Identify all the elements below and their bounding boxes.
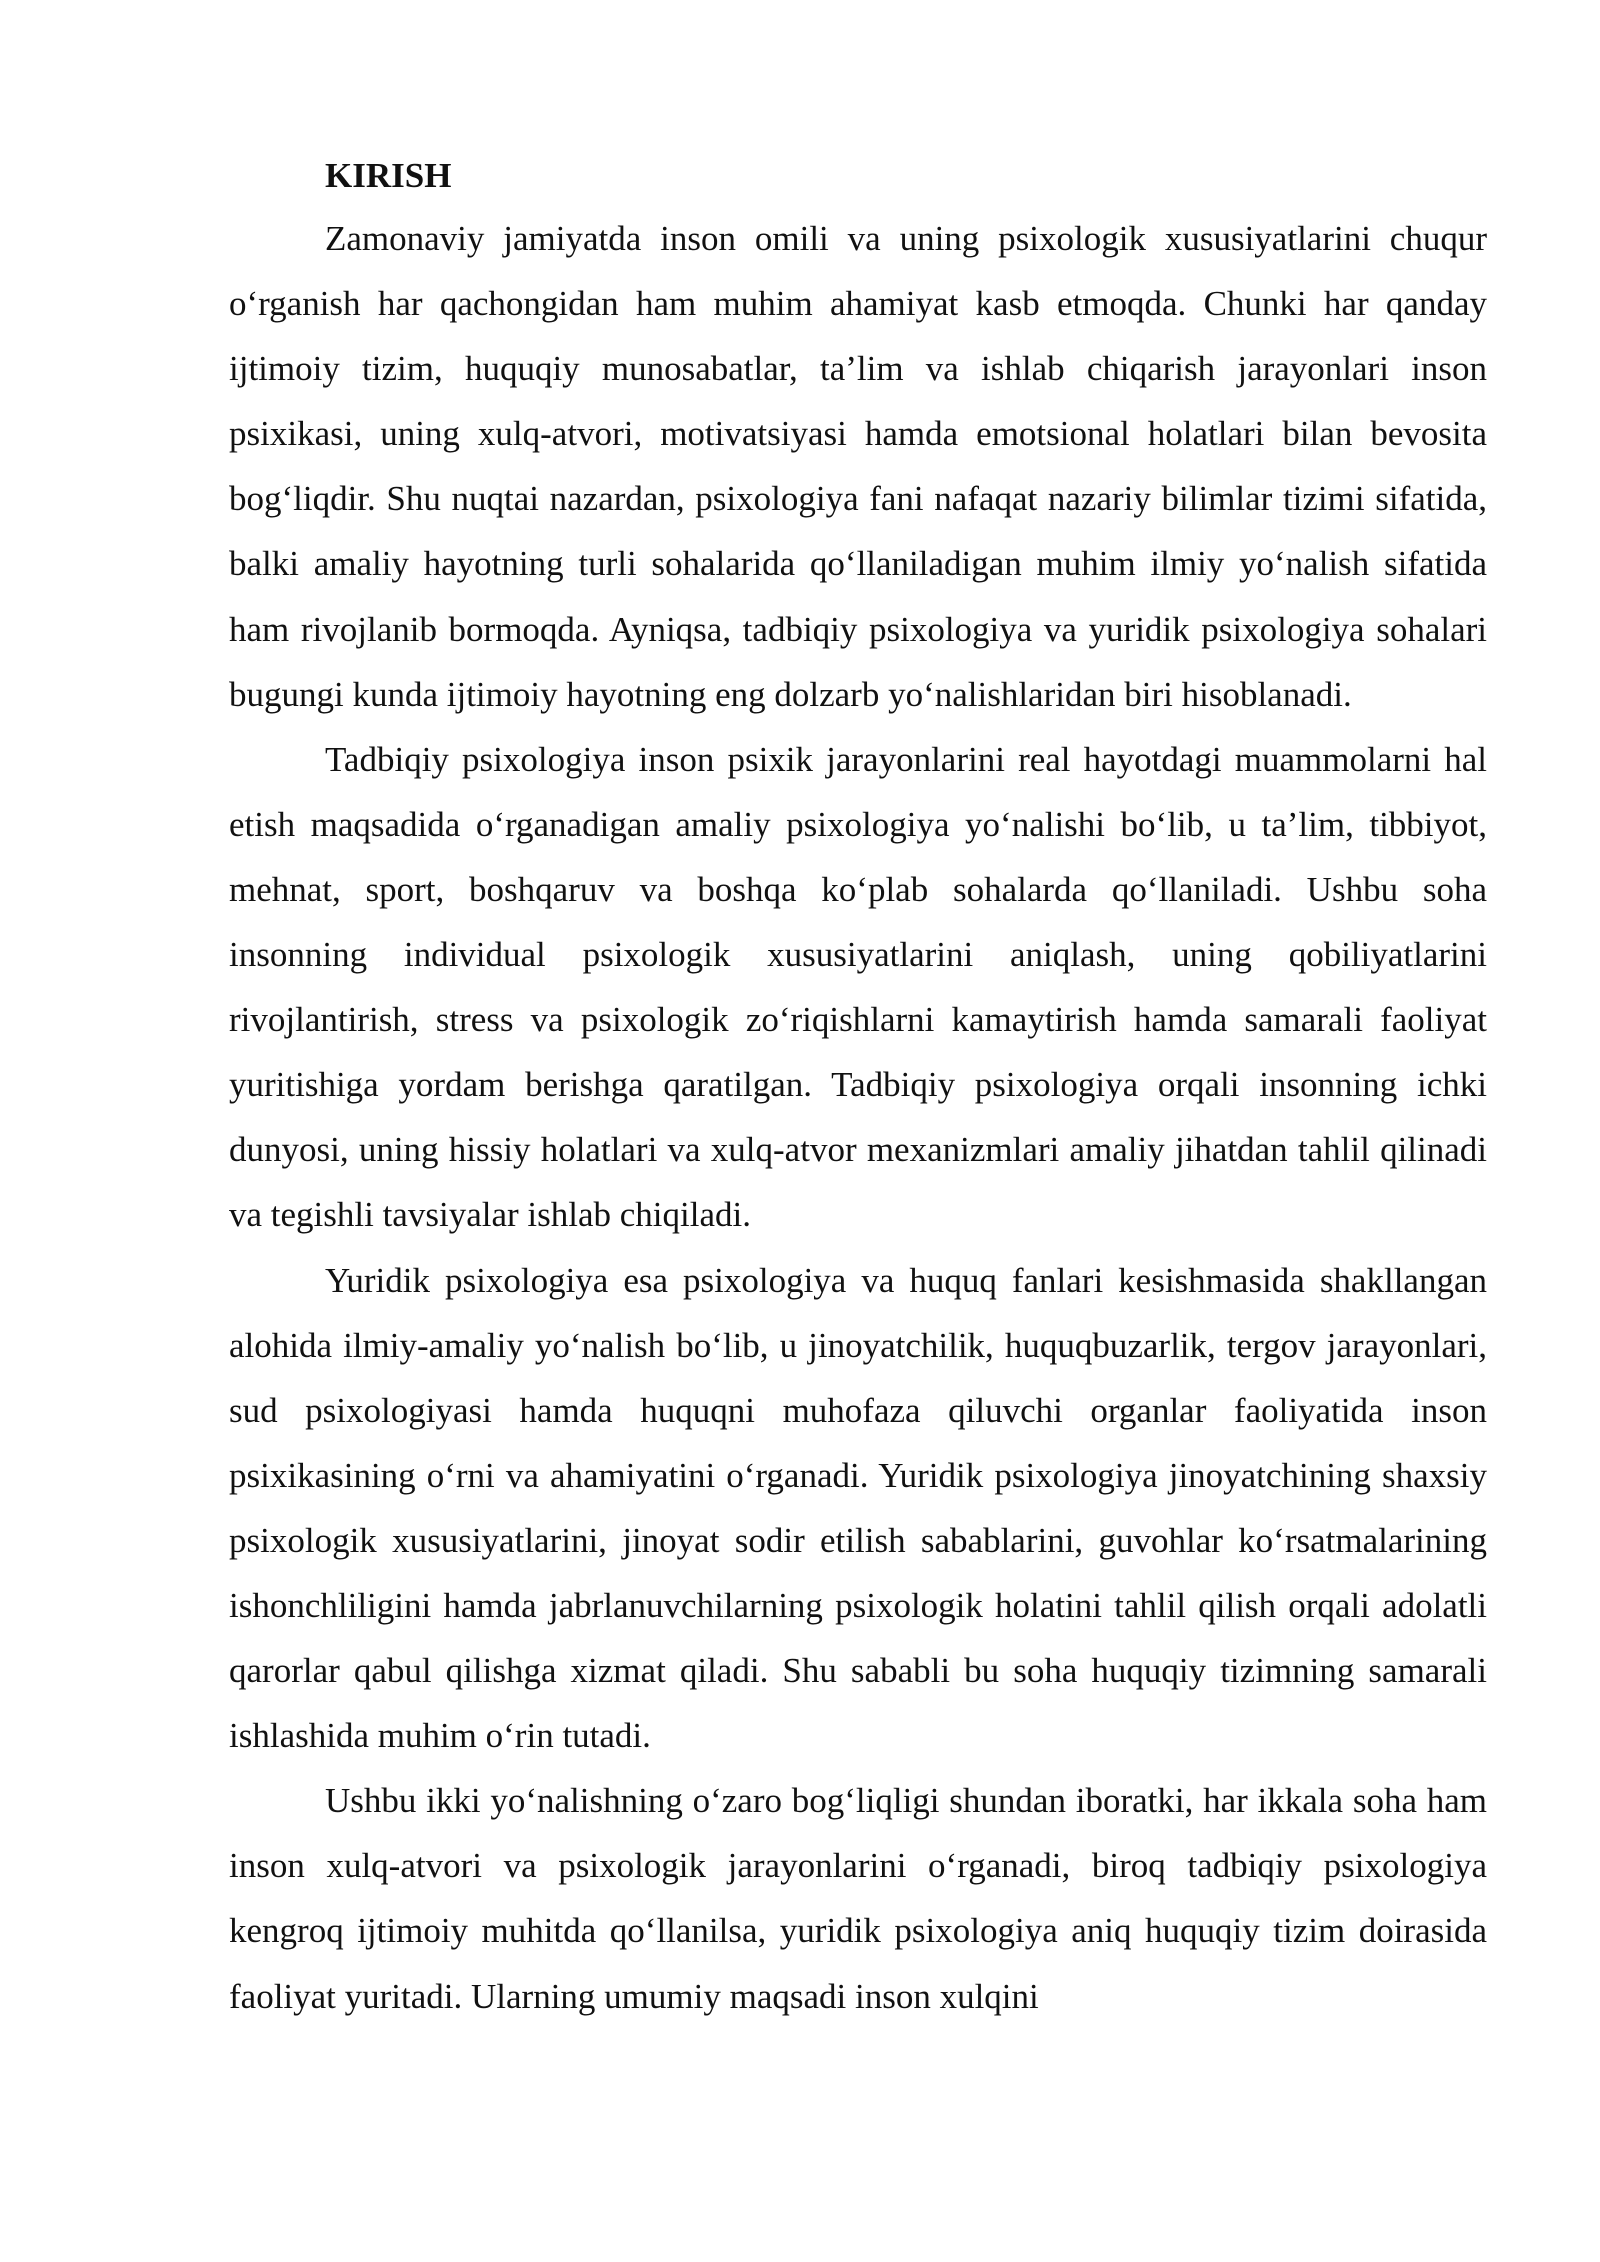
document-body [229,146,1487,2029]
paragraph-relationship: Ushbu ikki yo‘nalishning o‘zaro bog‘liqligi shundan iboratki, har ikkala soha ham inson xulq-atvori va psixologik jarayonlarini o‘rganadi, biroq tadbiqiy psixologiya kengroq ijtimoiy muhitda qo‘llanilsa, yuridik psixologiya aniq huquqiy tizim doirasida faoliyat yuritadi. Ularning umumiy maqsadi inson xulqini [229,1781,1487,2016]
paragraph-legal-psychology: Yuridik psixologiya esa psixologiya va huquq fanlari kesishmasida shakllangan alohida ilmiy-amaliy yo‘nalish bo‘lib, u jinoyatchilik, huquqbuzarlik, tergov jarayonlari, sud psixologiyasi hamda huquqni muhofaza qiluvchi organlar faoliyatida inson psixikasining o‘rni va ahamiyatini o‘rganadi. Yuridik psixologiya jinoyatchining shaxsiy psixologik xususiyatlarini, jinoyat sodir etilish sabablarini, guvohlar ko‘rsatmalarining ishonchliligini hamda jabrlanuvchilarning psixologik holatini tahlil qilish orqali adolatli qarorlar qabul qilishga xizmat qiladi. Shu sababli bu soha huquqiy tizimning samarali ishlashida muhim o‘rin tutadi. [229,1260,1487,1756]
section-heading: KIRISH [325,156,452,195]
paragraph-intro: Zamonaviy jamiyatda inson omili va uning psixologik xususiyatlarini chuqur o‘rganish har qachongidan ham muhim ahamiyat kasb etmoqda. Chunki har qanday ijtimoiy tizim, huquqiy munosabatlar, ta’lim va ishlab chiqarish jarayonlari inson psixikasi, uning xulq-atvori, motivatsiyasi hamda emotsional holatlari bilan bevosita bog‘liqdir. Shu nuqtai nazardan, psixologiya fani nafaqat nazariy bilimlar tizimi sifatida, balki amaliy hayotning turli sohalarida qo‘llaniladigan muhim ilmiy yo‘nalish sifatida ham rivojlanib bormoqda. Ayniqsa, tadbiqiy psixologiya va yuridik psixologiya sohalari bugungi kunda ijtimoiy hayotning eng dolzarb yo‘nalishlaridan biri hisoblanadi. [229,219,1487,714]
paragraph-applied-psychology: Tadbiqiy psixologiya inson psixik jarayonlarini real hayotdagi muammolarni hal etish maqsadida o‘rganadigan amaliy psixologiya yo‘nalishi bo‘lib, u ta’lim, tibbiyot, mehnat, sport, boshqaruv va boshqa ko‘plab sohalarda qo‘llaniladi. Ushbu soha insonning individual psixologik xususiyatlarini aniqlash, uning qobiliyatlarini rivojlantirish, stress va psixologik zo‘riqishlarni kamaytirish hamda samarali faoliyat yuritishiga yordam berishga qaratilgan. Tadbiqiy psixologiya orqali insonning ichki dunyosi, uning hissiy holatlari va xulq-atvor mexanizmlari amaliy jihatdan tahlil qilinadi va tegishli tavsiyalar ishlab chiqiladi. [229,739,1487,1235]
